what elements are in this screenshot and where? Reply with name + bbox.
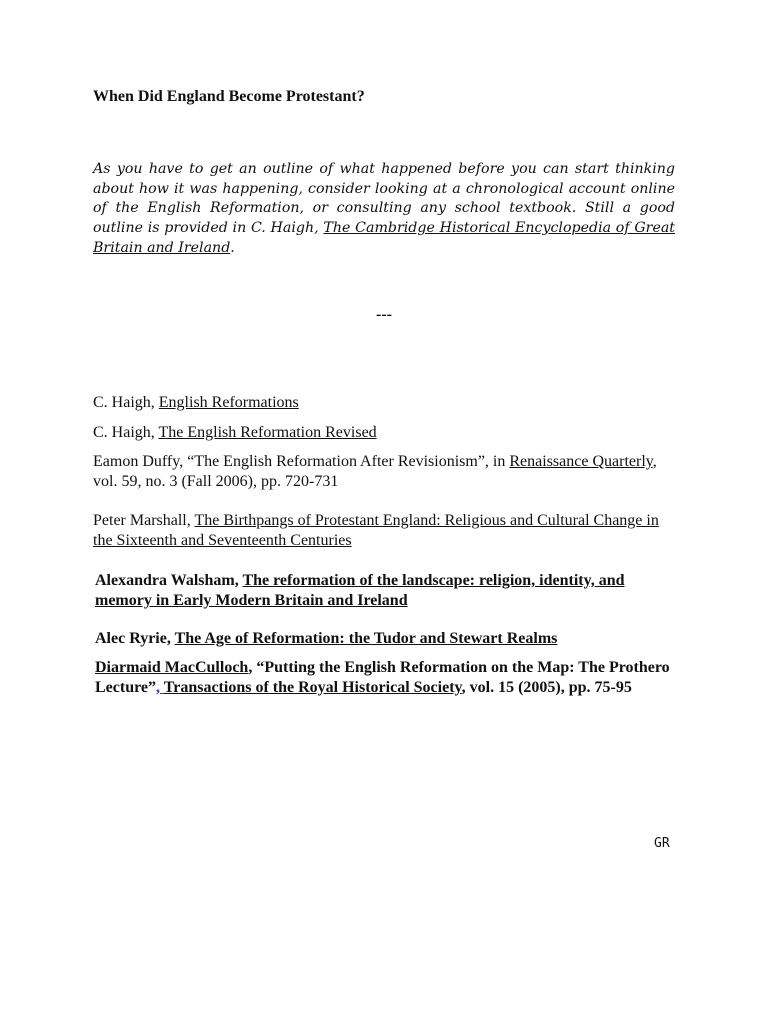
reference-6 bbox=[95, 629, 675, 649]
reference-details: , vol. 59, no. 3 (Fall 2006), pp. 720-731 bbox=[93, 453, 657, 490]
reference-7 bbox=[95, 658, 675, 698]
reference-work-title: The reformation of the landscape: religion, identity, and memory in Early Modern Britain and Ireland bbox=[95, 572, 625, 609]
reference-work-title: The Age of Reformation: the Tudor and Stewart Realms bbox=[174, 630, 558, 647]
reference-1 bbox=[93, 393, 299, 413]
reference-article-title: , “Putting the English Reformation on the Map: The Prothero Lecture” bbox=[95, 659, 670, 696]
reference-author: Eamon Duffy, “The English Reformation After Revisionism”, in bbox=[93, 453, 510, 470]
reference-work-title: English Reformations bbox=[158, 394, 299, 411]
reference-3 bbox=[93, 452, 673, 492]
author-initials: GR bbox=[654, 836, 670, 851]
reference-author: Diarmaid MacCulloch bbox=[95, 659, 249, 676]
reference-work-title: The Birthpangs of Protestant England: Religious and Cultural Change in the Sixteenth and Seventeenth Centuries bbox=[93, 512, 659, 549]
intro-end: . bbox=[230, 239, 235, 256]
reference-2 bbox=[93, 423, 377, 443]
reference-5 bbox=[95, 571, 670, 611]
reference-author: C. Haigh, bbox=[93, 394, 159, 411]
reference-author: Alexandra Walsham, bbox=[95, 572, 243, 589]
reference-author: C. Haigh, bbox=[93, 424, 159, 441]
section-separator: --- bbox=[376, 306, 392, 323]
intro-work-title: The Cambridge Historical Encyclopedia of Great Britain and Ireland bbox=[93, 220, 676, 256]
reference-journal: Renaissance Quarterly bbox=[509, 453, 653, 470]
intro-paragraph bbox=[93, 160, 675, 259]
reference-work-title: The English Reformation Revised bbox=[158, 424, 377, 441]
reference-details: , vol. 15 (2005), pp. 75-95 bbox=[461, 678, 632, 696]
reference-author: Alec Ryrie, bbox=[95, 630, 175, 647]
reference-journal: Transactions of the Royal Historical Society bbox=[163, 678, 462, 696]
intro-text: As you have to get an outline of what happened before you can start thinking about how it was happening, consider looking at a chronological account online of the English Reformation, or consulting any school textbook. Still a good outline is provided in C. Haigh, bbox=[93, 161, 675, 237]
document-title: When Did England Become Protestant? bbox=[93, 88, 365, 105]
reference-link-separator: , bbox=[156, 678, 164, 696]
reference-4 bbox=[93, 511, 668, 551]
reference-author: Peter Marshall, bbox=[93, 512, 195, 529]
